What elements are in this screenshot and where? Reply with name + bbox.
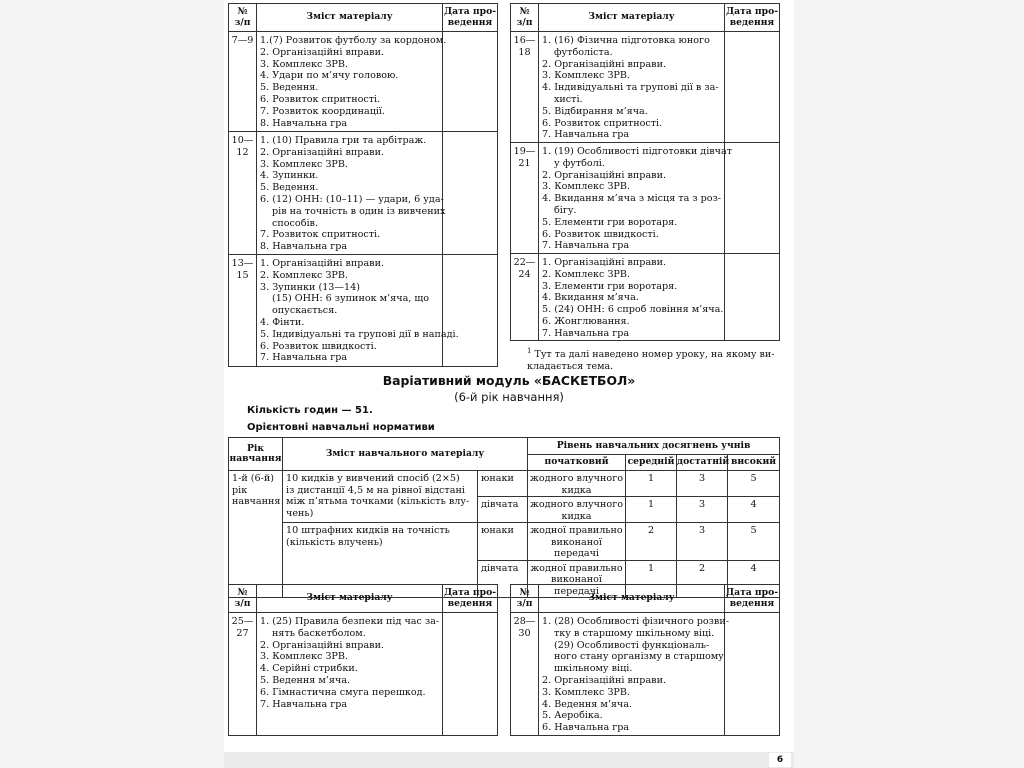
header-levels: Рівень навчальних досягнень учнів <box>528 438 780 455</box>
lesson-date-cell <box>443 255 498 367</box>
lesson-content-line: 5. Ведення. <box>260 182 319 194</box>
lesson-number <box>511 32 539 143</box>
lesson-content-line: тку в старшому шкільному віці. <box>554 627 715 639</box>
lesson-number <box>229 613 257 736</box>
lesson-content-line: 3. Комплекс ЗРВ. <box>260 651 348 663</box>
lessons-table-top-right <box>510 3 780 341</box>
lesson-content <box>257 132 446 255</box>
lesson-content-line: 1. (28) Особливості фізичного розви- <box>542 616 729 627</box>
footnote: $^1$ Тут та далі наведено номер уроку, на якому ви- кладається тема. <box>527 347 775 373</box>
lesson-content-line: 3. Комплекс ЗРВ. <box>260 58 348 70</box>
lesson-content-line: 6. Жонглювання. <box>542 315 630 327</box>
norms-table <box>228 437 780 598</box>
lesson-number-line: 12 <box>236 146 249 158</box>
lesson-content-line: 1. (25) Правила безпеки під час за- <box>260 616 440 627</box>
lesson-content-line: 6. Навчальна гра <box>542 722 630 734</box>
lesson-content-line: футболіста. <box>554 46 613 58</box>
lesson-content-line: 2. Організаційні вправи. <box>542 674 667 686</box>
lesson-content-line: 1.(7) Розвиток футболу за кордоном. <box>260 35 447 46</box>
lesson-content-line: 1. (16) Фізична підготовка юного <box>542 35 710 46</box>
year-cell: 1-й (6-й) рік навчання <box>229 471 283 598</box>
lesson-content-line: 4. Ведення м’яча. <box>542 698 633 710</box>
lesson-number-line: 10— <box>231 135 254 146</box>
lesson-content-line: 8. Навчальна гра <box>260 117 348 129</box>
norm-content: 10 кидків у вивчений спосіб (2×5) із дистанції 4,5 м на рівної відстані між п’ятьма точками (кількість влу- чень) <box>283 471 478 523</box>
header-year: Рік навчання <box>229 438 283 471</box>
lesson-content <box>257 613 443 736</box>
lesson-content-line: 8. Навчальна гра <box>260 241 348 253</box>
lesson-content-line: способів. <box>272 217 318 229</box>
high-level-cell: 5 <box>728 471 780 497</box>
sufficient-level-cell: 3 <box>677 523 728 561</box>
lesson-content-line: 1. (10) Правила гри та арбітраж. <box>260 135 427 146</box>
header-level-high: високий <box>728 455 780 471</box>
header-number: № з/п <box>229 585 257 613</box>
lesson-number <box>229 132 257 255</box>
lesson-content-line: 3. Комплекс ЗРВ. <box>260 158 348 170</box>
lesson-number-line: 21 <box>518 157 531 169</box>
lesson-content-line: рів на точність в один із вивчених <box>272 205 446 217</box>
lesson-content-line: (29) Особливості функціональ- <box>554 639 710 651</box>
lesson-content-line: 5. Ведення м’яча. <box>260 674 351 686</box>
lesson-number <box>511 143 539 254</box>
lessons-table-bottom-right <box>510 584 780 736</box>
initial-level-cell: жодного влучного кидка <box>528 471 626 497</box>
header-number: № з/п <box>511 4 539 32</box>
lesson-content-line: 4. Серійні стрибки. <box>260 663 358 675</box>
lesson-content-line: 3. Елементи гри воротаря. <box>542 280 678 292</box>
lesson-content-line: 7. Навчальна гра <box>260 352 348 364</box>
high-level-cell: 4 <box>728 560 780 598</box>
lessons-table-top-left <box>228 3 498 367</box>
lesson-content-line: 4. Удари по м’ячу головою. <box>260 70 399 82</box>
lesson-content-line: 4. Зупинки. <box>260 170 319 182</box>
lesson-number-line: 15 <box>236 269 249 281</box>
header-date: Дата про- ведення <box>443 585 498 613</box>
header-content: Зміст матеріалу <box>257 4 443 32</box>
lesson-content-line: 2. Організаційні вправи. <box>260 46 385 58</box>
lesson-content-line: опускається. <box>272 305 338 317</box>
lesson-content-line: 5. Відбирання м’яча. <box>542 105 648 117</box>
lesson-number-line: 24 <box>518 268 531 280</box>
lesson-content-line: ного стану організму в старшому <box>554 651 724 663</box>
lesson-number-line: 16— <box>513 35 536 46</box>
lesson-content-line: 1. Організаційні вправи. <box>542 257 667 268</box>
initial-level-cell: жодної правильно виконаної передачі <box>528 523 626 561</box>
lesson-date-cell <box>725 32 780 143</box>
lesson-content-line: у футболі. <box>554 157 605 169</box>
lesson-number-line: 22— <box>513 257 536 268</box>
medium-level-cell: 1 <box>626 471 677 497</box>
norm-content: 10 штрафних кидків на точність (кількість влучень) <box>283 523 478 598</box>
module-subtitle: (6-й рік навчання) <box>454 390 564 404</box>
lesson-date-cell <box>443 132 498 255</box>
lesson-content-line: 6. Розвиток спритності. <box>542 117 663 129</box>
lesson-number-line: 18 <box>518 46 531 58</box>
lesson-content-line: 6. Гімнастична смуга перешкод. <box>260 686 426 698</box>
lesson-number <box>511 254 539 341</box>
lesson-content-line: 2. Комплекс ЗРВ. <box>260 269 348 281</box>
header-number: № з/п <box>229 4 257 32</box>
header-number: № з/п <box>511 585 539 613</box>
lesson-date-cell <box>443 32 498 132</box>
lesson-content-line: 3. Комплекс ЗРВ. <box>542 70 630 82</box>
lesson-content-line: 2. Організаційні вправи. <box>542 169 667 181</box>
lesson-content <box>539 254 725 341</box>
lesson-number-line: 25— <box>231 616 254 627</box>
lesson-content-line: 7. Навчальна гра <box>260 698 348 710</box>
lesson-content <box>257 32 447 132</box>
lesson-content-line: 2. Організаційні вправи. <box>260 639 385 651</box>
header-content: Зміст матеріалу <box>257 585 443 613</box>
lesson-date-cell <box>725 254 780 341</box>
lesson-number <box>229 255 257 367</box>
lesson-number-line: 28— <box>513 616 536 627</box>
page-number: 6 <box>769 753 791 767</box>
lesson-number-line: 7—9 <box>231 35 254 46</box>
sufficient-level-cell: 3 <box>677 497 728 523</box>
lesson-content-line: 7. Навчальна гра <box>542 129 630 141</box>
lesson-content-line: 4. Фінти. <box>260 316 305 328</box>
medium-level-cell: 1 <box>626 497 677 523</box>
lesson-content-line: 3. Комплекс ЗРВ. <box>542 686 630 698</box>
lesson-content-line: 5. Ведення. <box>260 82 319 94</box>
header-level-medium: середній <box>626 455 677 471</box>
header-date: Дата про- ведення <box>725 585 780 613</box>
lesson-date-cell <box>725 613 780 736</box>
lesson-content-line: нять баскетболом. <box>272 627 366 639</box>
lesson-content-line: (15) ОНН: 6 зупинок м’яча, що <box>272 293 430 305</box>
lesson-content-line: 5. Аеробіка. <box>542 710 603 722</box>
lesson-content-line: 3. Зупинки (13—14) <box>260 281 360 293</box>
lesson-number-line: 19— <box>513 146 536 157</box>
lesson-content <box>539 613 729 736</box>
header-content: Зміст навчального матеріалу <box>283 438 528 471</box>
lessons-table-bottom-left <box>228 584 498 736</box>
lesson-content-line: 6. (12) ОНН: (10–11) — удари, 6 уда- <box>260 193 444 205</box>
lesson-number-line: 13— <box>231 258 254 269</box>
group-cell: юнаки <box>478 523 528 561</box>
lesson-date-cell <box>443 613 498 736</box>
initial-level-cell: жодного влучного кидка <box>528 497 626 523</box>
page-footer-bar <box>224 752 794 768</box>
header-content: Зміст матеріалу <box>539 585 725 613</box>
group-cell: дівчата <box>478 560 528 598</box>
lesson-content-line: 1. Організаційні вправи. <box>260 258 385 269</box>
lesson-content-line: 1. (19) Особливості підготовки дівчат <box>542 146 733 157</box>
lesson-number-line: 27 <box>236 627 249 639</box>
lesson-content-line: 6. Розвиток спритності. <box>260 93 381 105</box>
group-cell: юнаки <box>478 471 528 497</box>
group-cell: дівчата <box>478 497 528 523</box>
high-level-cell: 4 <box>728 497 780 523</box>
lesson-content-line: шкільному віці. <box>554 663 633 675</box>
hours-count: Кількість годин — 51. <box>247 405 373 416</box>
lesson-content <box>539 143 733 254</box>
lesson-content-line: 7. Навчальна гра <box>542 240 630 252</box>
high-level-cell: 5 <box>728 523 780 561</box>
lesson-number-line: 30 <box>518 627 531 639</box>
lesson-content-line: 4. Індивідуальні та групові дії в за- <box>542 82 719 94</box>
lesson-content-line: 3. Комплекс ЗРВ. <box>542 181 630 193</box>
medium-level-cell: 2 <box>626 523 677 561</box>
lesson-content-line: 5. (24) ОНН: 6 спроб ловіння м’яча. <box>542 304 724 316</box>
medium-level-cell: 1 <box>626 560 677 598</box>
lesson-number <box>229 32 257 132</box>
norms-title: Орієнтовні навчальні нормативи <box>247 422 435 433</box>
initial-level-cell: жодної правильно виконаної передачі <box>528 560 626 598</box>
header-content: Зміст матеріалу <box>539 4 725 32</box>
header-level-initial: початковий <box>528 455 626 471</box>
lesson-number <box>511 613 539 736</box>
lesson-content-line: 6. Розвиток швидкості. <box>260 340 377 352</box>
lesson-content-line: хисті. <box>554 93 583 105</box>
lesson-content-line: 5. Індивідуальні та групові дії в нападі. <box>260 328 459 340</box>
header-level-sufficient: достатній <box>677 455 728 471</box>
lesson-content-line: 4. Вкидання м’яча з місця та з роз- <box>542 193 722 205</box>
lesson-content <box>257 255 459 367</box>
lesson-content-line: 4. Вкидання м’яча. <box>542 292 639 304</box>
sufficient-level-cell: 2 <box>677 560 728 598</box>
lesson-content-line: 2. Організаційні вправи. <box>542 58 667 70</box>
lesson-content-line: 7. Навчальна гра <box>542 327 630 339</box>
lesson-content-line: 6. Розвиток швидкості. <box>542 228 659 240</box>
lesson-content-line: бігу. <box>554 204 577 216</box>
sufficient-level-cell: 3 <box>677 471 728 497</box>
lesson-content-line: 2. Організаційні вправи. <box>260 146 385 158</box>
lesson-date-cell <box>725 143 780 254</box>
module-title: Варіативний модуль «БАСКЕТБОЛ» <box>382 373 636 388</box>
header-date: Дата про- ведення <box>443 4 498 32</box>
lesson-content-line: 2. Комплекс ЗРВ. <box>542 268 630 280</box>
lesson-content-line: 7. Розвиток координації. <box>260 105 386 117</box>
lesson-content-line: 7. Розвиток спритності. <box>260 229 381 241</box>
lesson-content <box>539 32 725 143</box>
lesson-content-line: 5. Елементи гри воротаря. <box>542 216 678 228</box>
header-date: Дата про- ведення <box>725 4 780 32</box>
